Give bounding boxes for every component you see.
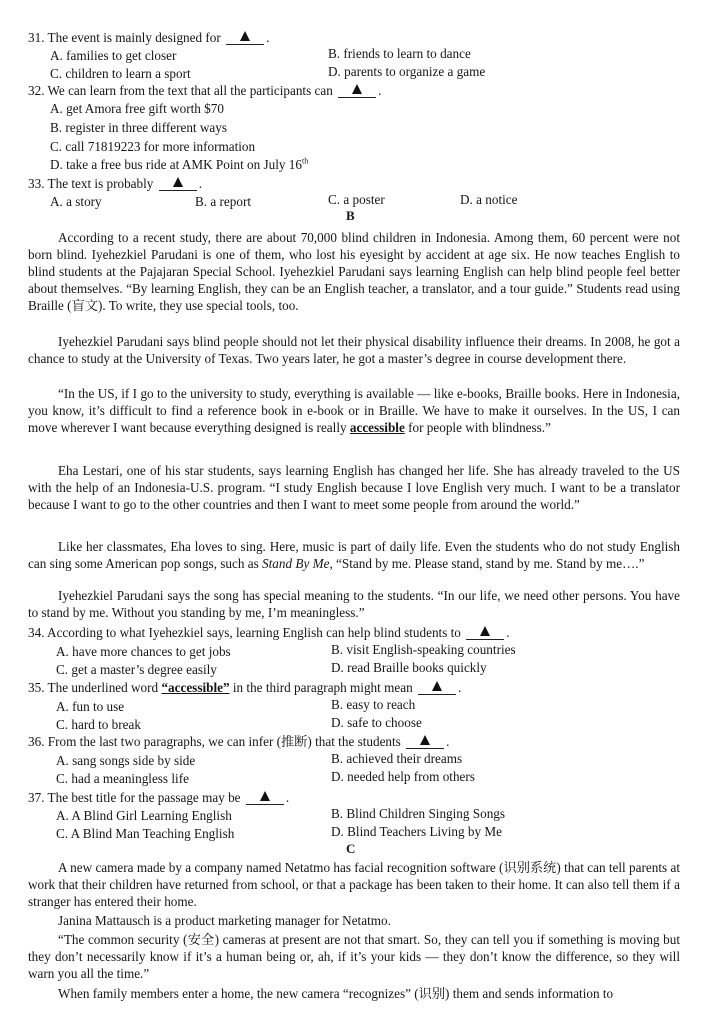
question-37-option-b: B. Blind Children Singing Songs [331,806,506,821]
question-35-text: 35. The underlined word [28,680,159,695]
answer-blank [418,681,456,695]
question-33-option-c: C. a poster [328,192,385,207]
question-33-option-a: A. a story [50,194,102,209]
triangle-icon [420,735,430,745]
question-36-option-d: D. needed help from others [331,769,475,784]
answer-blank [226,31,264,45]
triangle-icon [432,681,442,691]
triangle-icon [480,626,490,636]
question-32-option-c: C. call 71819223 for more information [50,139,256,154]
section-c-heading: C [346,841,356,856]
triangle-icon [352,84,362,94]
question-34-option-a: A. have more chances to get jobs [56,644,231,659]
section-b-heading: B [346,208,355,223]
question-33-stem: 33. The text is probably . [28,176,202,191]
answer-blank [406,735,444,749]
triangle-icon [240,31,250,41]
question-37-option-a: A. A Blind Girl Learning English [56,808,232,823]
question-35-option-b: B. easy to reach [331,697,416,712]
question-35-option-c: C. hard to break [56,717,141,732]
question-32-option-b: B. register in three different ways [50,120,227,135]
song-title: Stand By Me [262,556,330,571]
passage-c-paragraph-2: Janina Mattausch is a product marketing manager for Netatmo. [58,913,391,928]
passage-b-paragraph-3: “In the US, if I go to the university to study, everything is available — like e-books, Braille books. Here in Indonesia, you know, it’s difficult to find a reference book in e-book or in Braille. We have to make it ourselves. In the US, I can move wherever I want because everything designed is really accessible for people with blindness.” [28,386,680,435]
question-31-option-b: B. friends to learn to dance [328,46,471,61]
answer-blank [466,626,504,640]
triangle-icon [173,177,183,187]
question-33-text: 33. The text is probably [28,176,154,191]
answer-blank [338,84,376,98]
question-31-stem: 31. The event is mainly designed for . [28,30,270,45]
passage-b-paragraph-2: Iyehezkiel Parudani says blind people should not let their physical disability influence their dreams. In 2008, he got a chance to study at the University of Texas. Two years later, he got a master’s degree in course development there. [28,334,680,366]
question-37-stem: 37. The best title for the passage may be . [28,790,290,805]
answer-blank [246,791,284,805]
question-37-option-d: D. Blind Teachers Living by Me [331,824,502,839]
question-34-stem: 34. According to what Iyehezkiel says, learning English can help blind students to . [28,625,510,640]
question-31-text: 31. The event is mainly designed for [28,30,221,45]
answer-blank [159,177,197,191]
triangle-icon [260,791,270,801]
question-37-text: 37. The best title for the passage may be [28,790,241,805]
passage-b-paragraph-5: Like her classmates, Eha loves to sing. Here, music is part of daily life. Even the students who do not study English can sing some American pop songs, such as Stand By Me, “Stand by me. Please stand, stand by me. Stand by me….” [28,539,680,571]
passage-b-paragraph-6: Iyehezkiel Parudani says the song has special meaning to the students. “In our life, we need other persons. You have to stand by me. Without you standing by me, I’m meaningless.” [28,588,680,620]
passage-b-paragraph-4: Eha Lestari, one of his star students, says learning English has changed her life. She has already traveled to the US with the help of an Indonesia-U.S. program. “I study English because I love English very much. I want to be a translator because I want to go to the other countries and then I want to meet some people from around the world.” [28,463,680,512]
underlined-word-quote: “accessible” [161,680,230,695]
question-32-text: 32. We can learn from the text that all the participants can [28,83,333,98]
question-34-text: 34. According to what Iyehezkiel says, learning English can help blind students to [28,625,461,640]
passage-c-paragraph-3: “The common security (安全) cameras at present are not that smart. So, they can tell you if something is moving but they don’t necessarily know if it’s a human being or, ah, if it’s your kids — they don’t know the difference, so they will warn you all the time.” [28,932,680,981]
question-36-option-c: C. had a meaningless life [56,771,189,786]
question-32-option-d: D. take a free bus ride at AMK Point on July 16th [50,156,309,172]
question-33-option-d: D. a notice [460,192,518,207]
question-31-option-d: D. parents to organize a game [328,64,486,79]
question-31-option-c: C. children to learn a sport [50,66,191,81]
question-37-option-c: C. A Blind Man Teaching English [56,826,235,841]
question-35-stem: 35. The underlined word “accessible” in the third paragraph might mean . [28,680,462,695]
question-35-option-a: A. fun to use [56,699,125,714]
question-31-option-a: A. families to get closer [50,48,177,63]
passage-c-paragraph-1: A new camera made by a company named Netatmo has facial recognition software (识别系统) that can tell parents at work that their children have returned from school, or that a package has been taken to their home. It can also tell them if a stranger has entered their home. [28,860,680,909]
question-36-text: 36. From the last two paragraphs, we can infer (推断) that the students [28,734,401,749]
question-35-option-d: D. safe to choose [331,715,422,730]
question-34-option-c: C. get a master’s degree easily [56,662,217,677]
passage-b-paragraph-1: According to a recent study, there are about 70,000 blind children in Indonesia. Among them, 60 percent were not born blind. Iyehezkiel Parudani is one of them, who lost his eyesight by accident at age six. He now teaches English to blind students at the Pajajaran Special School. Iyehezkiel Parudani says learning English can help blind people feel better about themselves. “By learning English, they can be an English teacher, a translator, and a tour guide.” Students read using Braille (盲文). To write, they use special tools, too. [28,230,680,313]
question-32-stem: 32. We can learn from the text that all the participants can . [28,83,382,98]
question-33-option-b: B. a report [195,194,252,209]
question-36-option-a: A. sang songs side by side [56,753,196,768]
question-34-option-b: B. visit English-speaking countries [331,642,516,657]
passage-c-paragraph-4: When family members enter a home, the new camera “recognizes” (识别) them and sends information to [58,986,614,1001]
question-36-stem: 36. From the last two paragraphs, we can infer (推断) that the students . [28,734,450,749]
question-32-option-a: A. get Amora free gift worth $70 [50,101,224,116]
underlined-word: accessible [349,420,405,435]
question-36-option-b: B. achieved their dreams [331,751,463,766]
question-34-option-d: D. read Braille books quickly [331,660,487,675]
